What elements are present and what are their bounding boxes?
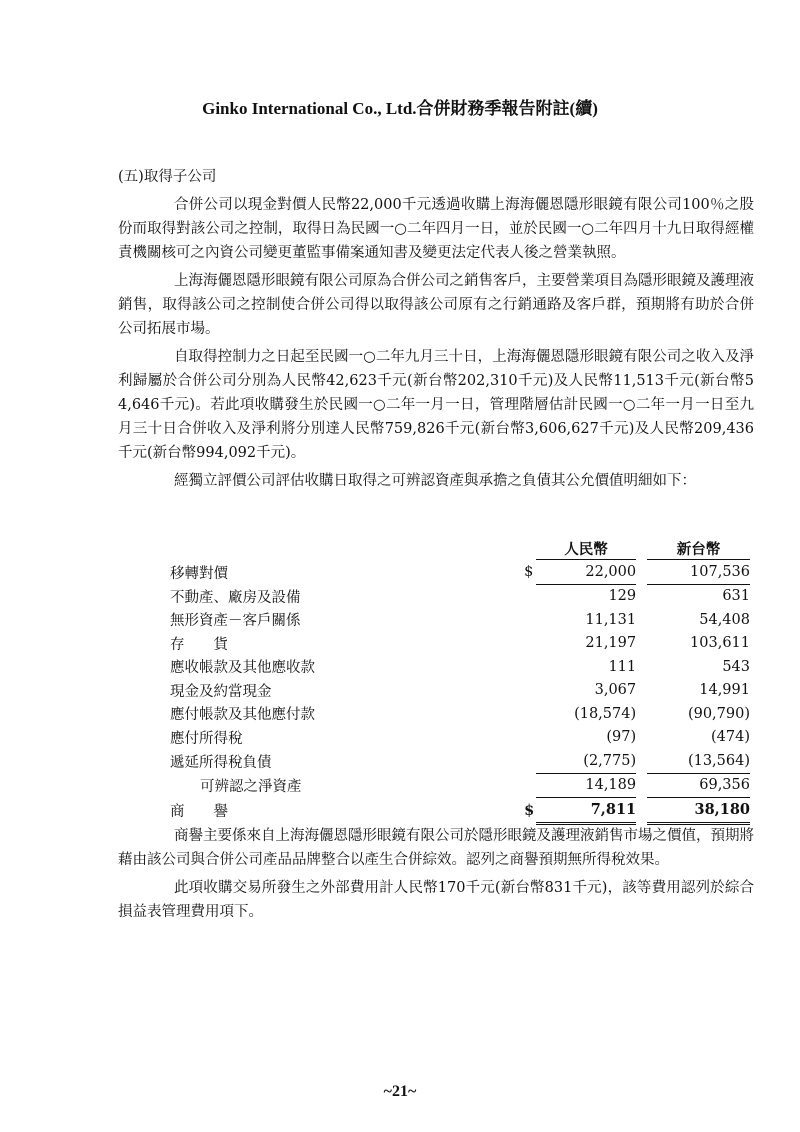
rmb-value: 11,131 xyxy=(585,611,637,628)
table-row xyxy=(170,679,750,703)
rmb-value: (18,574) xyxy=(574,705,637,722)
row-label: 存 貨 xyxy=(170,636,228,653)
row-label: 移轉對價 xyxy=(170,565,228,582)
twd-value: 14,991 xyxy=(699,682,750,699)
row-label: 應付所得稅 xyxy=(170,730,243,747)
table-row xyxy=(170,726,750,750)
row-label: 應收帳款及其他應收款 xyxy=(170,660,315,677)
currency-symbol: $ xyxy=(524,801,535,819)
fair-value-table-wrapper xyxy=(170,538,750,825)
row-label: 現金及約當現金 xyxy=(170,683,272,700)
fair-value-table xyxy=(170,538,750,825)
rmb-value: 111 xyxy=(608,658,637,675)
rmb-value: 7,811 xyxy=(536,798,636,824)
table-row xyxy=(170,632,750,656)
row-label: 無形資產－客戶關係 xyxy=(170,613,301,630)
table-row xyxy=(170,584,750,608)
twd-value: 38,180 xyxy=(647,798,750,824)
notes-section xyxy=(118,820,754,926)
page-number: ~21~ xyxy=(383,1083,417,1100)
twd-value: (13,564) xyxy=(647,749,750,773)
twd-value: (474) xyxy=(711,729,750,746)
row-label: 不動產、廠房及設備 xyxy=(170,589,301,606)
rmb-value: 14,189 xyxy=(536,773,636,798)
table-row-subtotal xyxy=(170,773,750,798)
twd-value: 107,536 xyxy=(647,560,750,584)
section-body xyxy=(118,165,754,495)
table-row xyxy=(170,749,750,773)
header-title-zh: 合併財務季報告附註(續) xyxy=(416,99,598,118)
currency-symbol: $ xyxy=(524,564,534,580)
column-header-twd: 新台幣 xyxy=(647,538,750,560)
rmb-value: (97) xyxy=(606,729,637,746)
paragraph-expenses: 此項收購交易所發生之外部費用計人民幣170千元(新台幣831千元)，該等費用認列於綜合損益表管理費用項下。 xyxy=(118,880,754,920)
table-row xyxy=(170,560,750,584)
table-header-row xyxy=(170,538,750,560)
page-header xyxy=(0,94,800,119)
section-title: (五)取得子公司 xyxy=(118,169,217,185)
rmb-value: 22,000 xyxy=(536,560,636,584)
paragraph-results: 自取得控制力之日起至民國一○二年九月三十日，上海海儷恩隱形眼鏡有限公司之收入及淨利歸屬於合併公司分別為人民幣42,623千元(新台幣202,310千元)及人民幣11,513千元(新台幣54,646千元)。若此項收購發生於民國一○二年一月一日，管理階層估計民國一○二年一月一日至九月三十日合併收入及淨利將分別達人民幣759,826千元(新台幣3,606,627千元)及人民幣209,436千元(新台幣994,092千元)。 xyxy=(118,349,754,461)
column-header-rmb: 人民幣 xyxy=(536,538,636,560)
row-label: 遞延所得稅負債 xyxy=(170,754,272,771)
paragraph-acquisition: 合併公司以現金對價人民幣22,000千元透過收購上海海儷恩隱形眼鏡有限公司100％之股份而取得對該公司之控制，取得日為民國一○二年四月一日，並於民國一○二年四月十九日取得經權責機關核可之內資公司變更董監事備案通知書及變更法定代表人後之營業執照。 xyxy=(118,197,754,261)
rmb-value: 3,067 xyxy=(594,682,637,699)
paragraph-background: 上海海儷恩隱形眼鏡有限公司原為合併公司之銷售客戶，主要營業項目為隱形眼鏡及護理液銷售，取得該公司之控制使合併公司得以取得該公司原有之行銷通路及客戶群，預期將有助於合併公司拓展市場。 xyxy=(118,273,754,337)
table-row xyxy=(170,608,750,632)
table-row xyxy=(170,702,750,726)
paragraph-goodwill: 商譽主要係來自上海海儷恩隱形眼鏡有限公司於隱形眼鏡及護理液銷售市場之價值，預期將藉由該公司與合併公司產品品牌整合以產生合併綜效。認列之商譽預期無所得稅效果。 xyxy=(118,828,754,868)
twd-value: 103,611 xyxy=(690,635,750,652)
header-title-en: Ginko International Co., Ltd. xyxy=(202,99,417,118)
twd-value: (90,790) xyxy=(687,705,750,722)
row-label: 商 譽 xyxy=(170,803,228,820)
rmb-value: (2,775) xyxy=(536,749,636,773)
twd-value: 54,408 xyxy=(699,611,750,628)
rmb-value: 129 xyxy=(608,588,637,605)
row-label: 應付帳款及其他應付款 xyxy=(170,707,315,724)
rmb-value: 21,197 xyxy=(585,635,637,652)
twd-value: 631 xyxy=(722,588,750,605)
twd-value: 69,356 xyxy=(647,773,750,798)
twd-value: 543 xyxy=(722,658,750,675)
table-row xyxy=(170,655,750,679)
paragraph-fair-value-intro: 經獨立評價公司評估收購日取得之可辨認資產與承擔之負債其公允價值明細如下： xyxy=(174,473,696,489)
row-label: 可辨認之淨資產 xyxy=(200,778,302,795)
